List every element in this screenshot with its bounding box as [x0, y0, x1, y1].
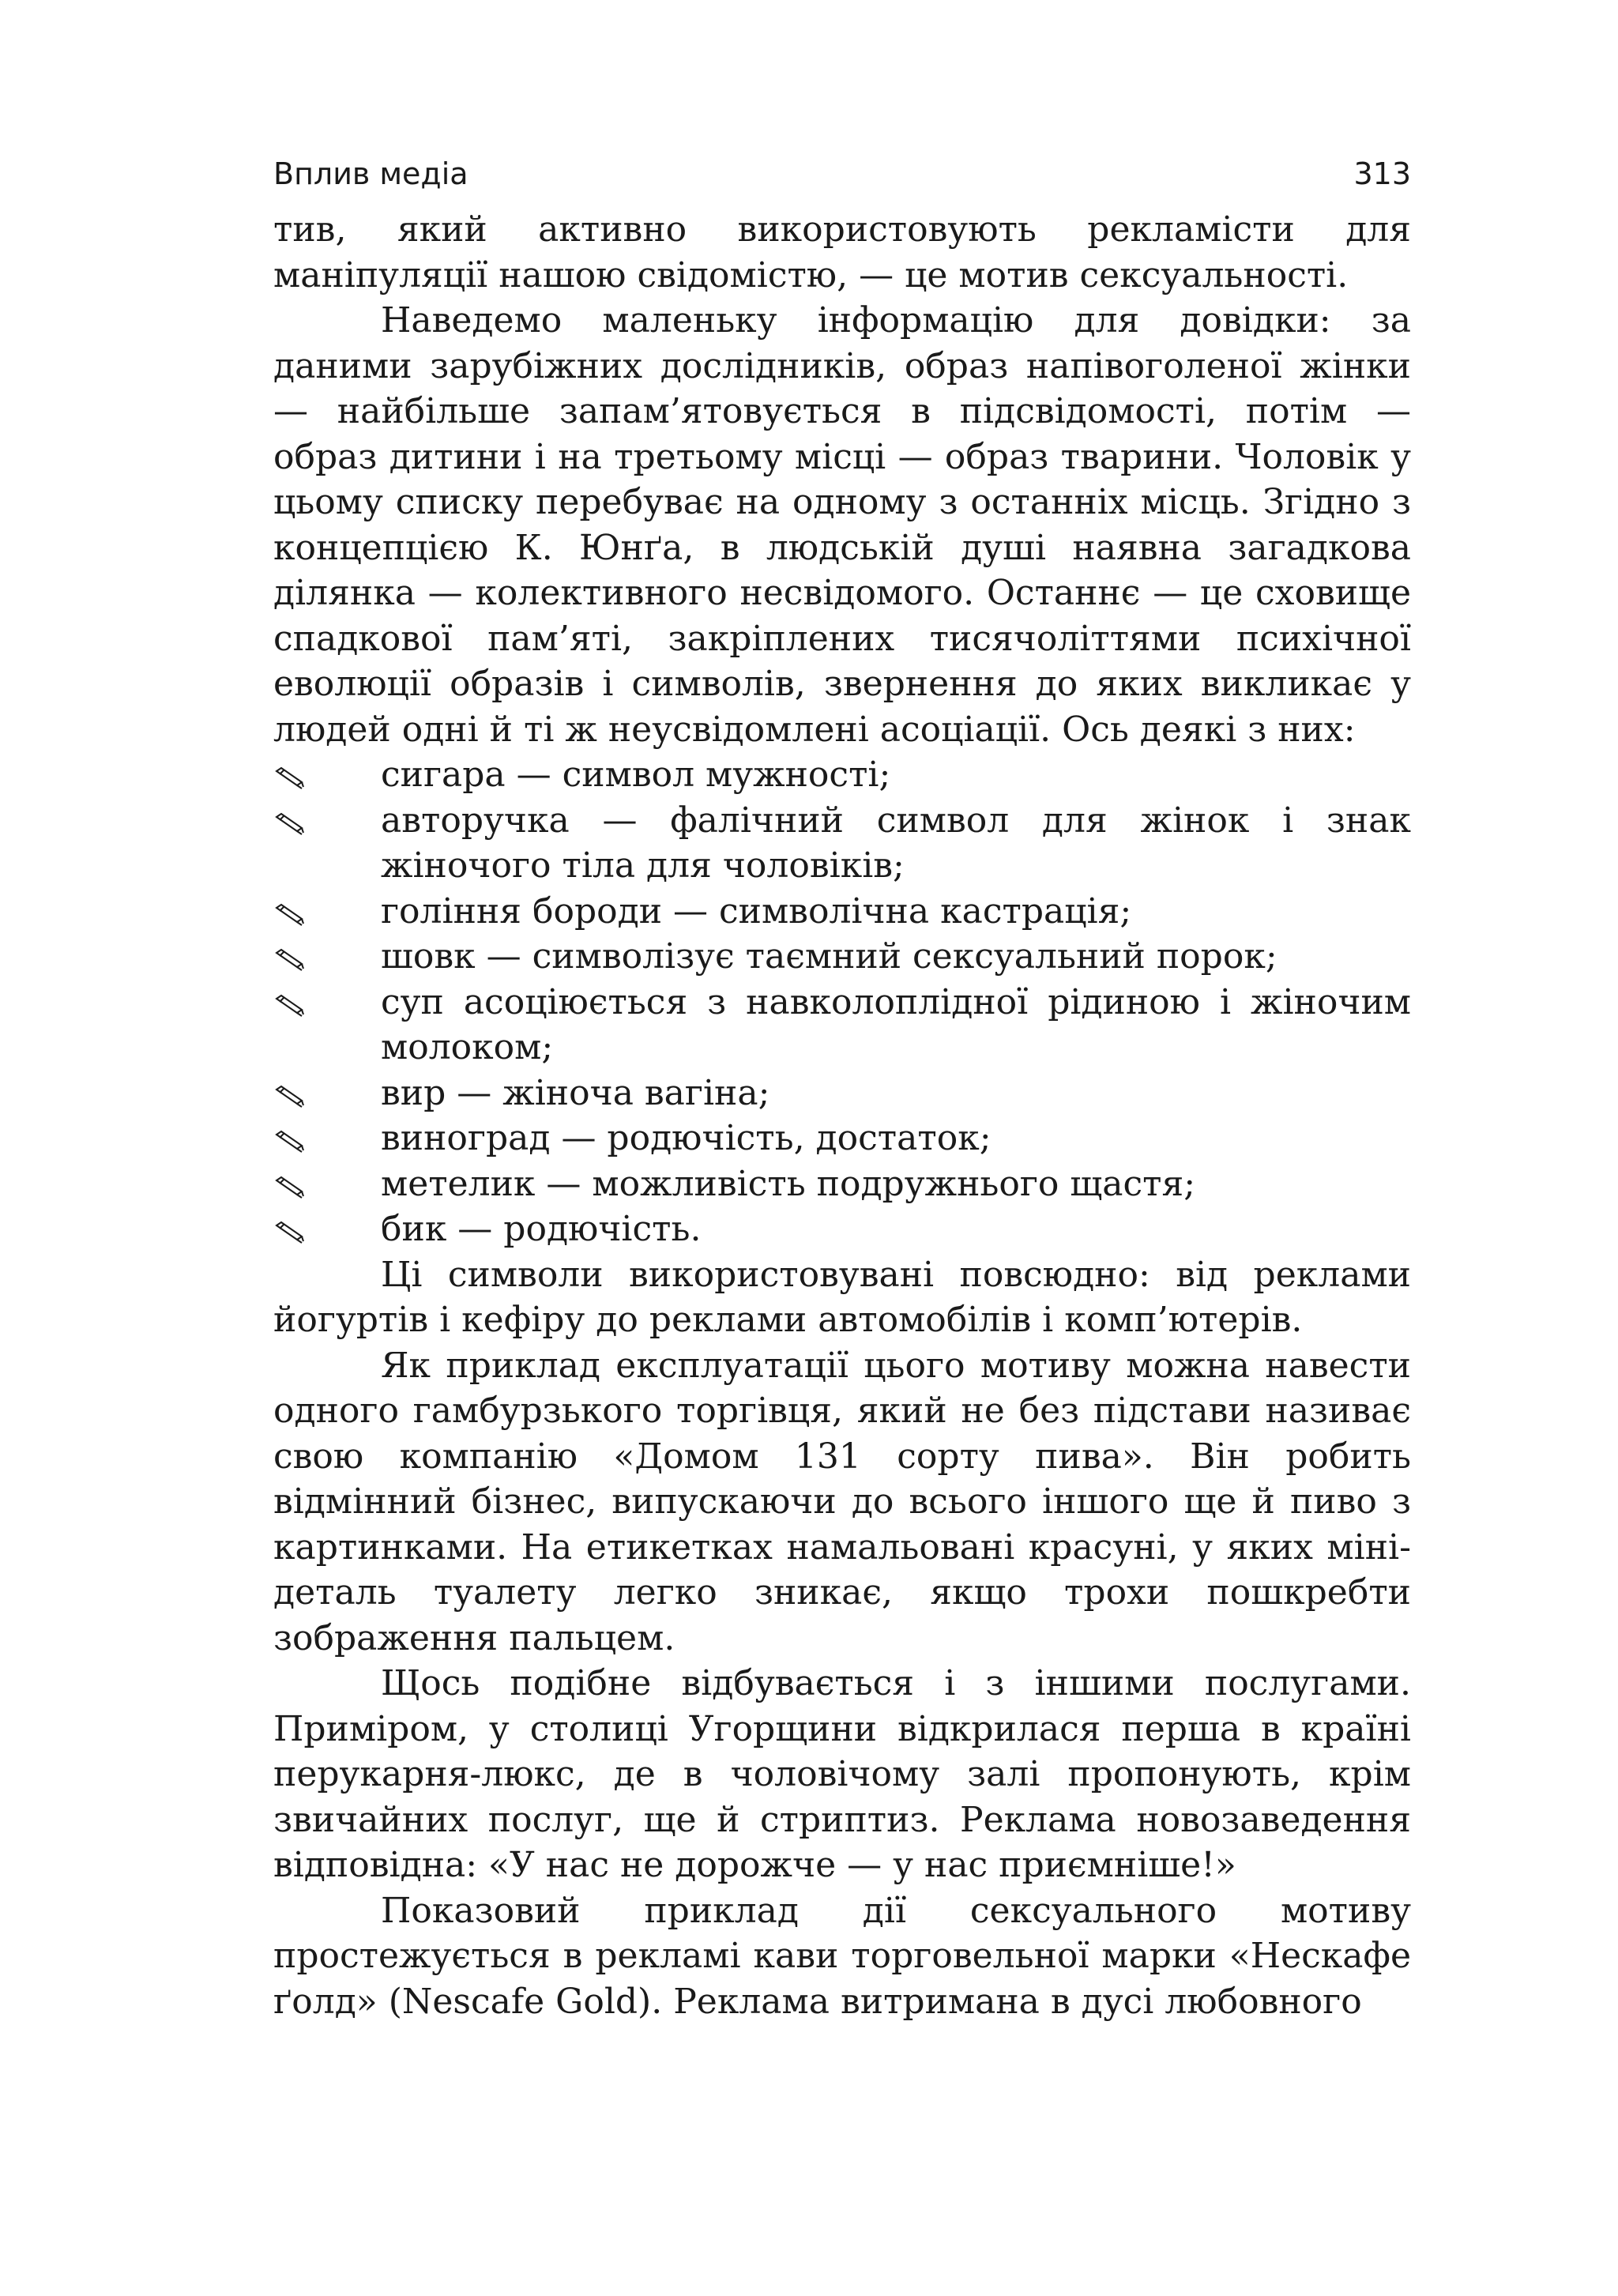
pen-nib-icon — [273, 1078, 305, 1110]
paragraph: Ці символи використовувані повсюдно: від реклами йогуртів і кефіру до реклами автомобілів і комп’ютерів. — [273, 1254, 1411, 1340]
running-title: Вплив медіа — [273, 156, 468, 191]
list-item — [273, 1116, 1411, 1161]
list-item-text: гоління бороди — символічна кастрація; — [381, 890, 1132, 932]
list-item — [273, 1206, 1411, 1252]
running-header — [273, 150, 1411, 198]
symbol-list — [273, 752, 1411, 1252]
list-item — [273, 798, 1411, 889]
pen-nib-icon — [273, 897, 305, 928]
list-item-text: авторучка — фалічний символ для жінок і знак жіночого тіла для чоловіків; — [381, 800, 1411, 886]
list-item-text: шовк — символізує таємний сексуальний порок; — [381, 936, 1277, 977]
list-item — [273, 1161, 1411, 1207]
list-item — [273, 889, 1411, 935]
paragraph: Наведемо маленьку інформацію для довідки: за даними зарубіжних дослідників, образ напівоголеної жінки — найбільше запам’ятовується в підсвідомості, потім — образ дитини і на третьому місці — образ тварини. Чоловік у цьому списку перебуває на одному з останніх місць. Згідно з концепцією К. Юнґа, в людській душі наявна загадкова ділянка — колективного несвідомого. Останнє — це сховище спадкової пам’яті, закріплених тисячоліттями психічної еволюції образів і символів, звернення до яких викликає у людей одні й ті ж неусвідомлені асоціації. Ось деякі з них: — [273, 300, 1411, 750]
list-item — [273, 980, 1411, 1071]
pen-nib-icon — [273, 1214, 305, 1246]
pen-nib-icon — [273, 760, 305, 792]
paragraph: Щось подібне відбувається і з іншими послугами. Приміром, у столиці Угорщини відкрилася перша в країні перукарня-люкс, де в чоловічому залі пропонують, крім звичайних послуг, ще й стриптиз. Реклама новозаведення відповідна: «У нас не дорожче — у нас приємніше!» — [273, 1663, 1411, 1885]
list-item-text: виноград — родючість, достаток; — [381, 1118, 991, 1158]
pen-nib-icon — [273, 942, 305, 973]
list-item-text: суп асоціюється з навколоплідної рідиною і жіночим молоком; — [381, 981, 1411, 1067]
body-text — [273, 207, 1411, 2024]
pen-nib-icon — [273, 1169, 305, 1201]
pen-nib-icon — [273, 1124, 305, 1155]
list-item — [273, 934, 1411, 980]
paragraph: Показовий приклад дії сексуального мотиву простежується в рекламі кави торговельної марки «Нескафе ґолд» (Nescafe Gold). Реклама витримана в дусі любовного — [273, 1890, 1411, 2022]
page-number: 313 — [1353, 156, 1411, 191]
pen-nib-icon — [273, 806, 305, 837]
list-item-text: метелик — можливість подружнього щастя; — [381, 1163, 1196, 1204]
list-item-text: сигара — символ мужності; — [381, 755, 891, 795]
list-item — [273, 1071, 1411, 1116]
list-item — [273, 752, 1411, 798]
pen-nib-icon — [273, 988, 305, 1019]
list-item-text: бик — родючість. — [381, 1209, 702, 1249]
paragraph: Як приклад експлуатації цього мотиву можна навести одного гамбурзького торгівця, який не без підстави називає свою компанію «Домом 131 сорту пива». Він робить відмінний бізнес, випускаючи до всього іншого ще й пиво з картинками. На етикетках намальовані красуні, у яких міні-деталь туалету легко зникає, якщо трохи пошкребти зображення пальцем. — [273, 1345, 1411, 1658]
list-item-text: вир — жіноча вагіна; — [381, 1072, 770, 1113]
paragraph-continuation: тив, який активно використовують рекламісти для маніпуляції нашою свідомістю, — це мотив сексуальності. — [273, 209, 1411, 295]
